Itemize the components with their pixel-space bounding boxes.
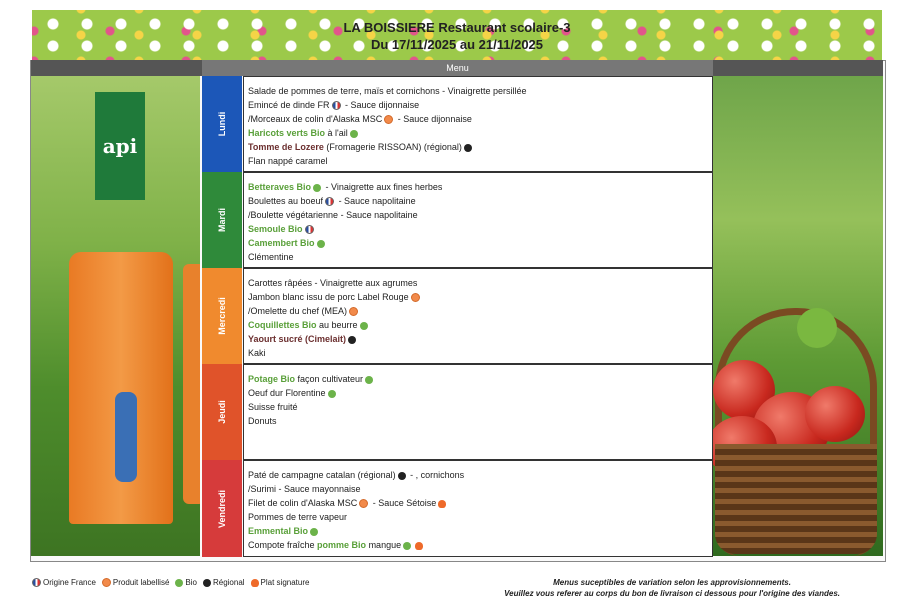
dish-name: Suisse fruité [248, 402, 298, 412]
menu-item [248, 332, 708, 346]
legend-label: Origine France [43, 578, 96, 587]
day-label-cell [202, 172, 242, 268]
dish-detail: - Sauce Sétoise [370, 498, 437, 508]
menu-item [248, 126, 708, 140]
dish-name: Betteraves Bio [248, 182, 312, 192]
dish-name: Jambon blanc issu de porc Label Rouge [248, 292, 409, 302]
dish-name: Salade de pommes de terre, maïs et cornichons - Vinaigrette persillée [248, 86, 527, 96]
dish-name: Camembert Bio [248, 238, 315, 248]
signature-icon [251, 579, 259, 587]
origine-france-icon [325, 197, 334, 206]
label-icon [349, 307, 358, 316]
menu-item [248, 208, 708, 222]
menu-item [248, 290, 708, 304]
menu-item [248, 510, 708, 524]
page-title [32, 19, 882, 53]
dish-detail: (Fromagerie RISSOAN) (régional) [323, 142, 462, 152]
regional-icon [398, 472, 406, 480]
day-row-lundi [202, 76, 713, 172]
bio-icon [365, 376, 373, 384]
dish-detail: façon cultivateur [295, 374, 364, 384]
day-label: Mardi [217, 207, 227, 233]
header-banner [32, 10, 882, 60]
day-menu-cell [243, 460, 713, 557]
dish-detail: mangue [366, 540, 402, 550]
day-row-mardi [202, 172, 713, 268]
menu-item [248, 524, 708, 538]
menu-item [248, 154, 708, 168]
dish-name: Kaki [248, 348, 266, 358]
menu-item [248, 496, 708, 510]
menu-item [248, 194, 708, 208]
menu-item [248, 400, 708, 414]
menu-item [248, 482, 708, 496]
regional-icon [203, 579, 211, 587]
day-menu-cell [243, 172, 713, 268]
bio-icon [317, 240, 325, 248]
menu-item [248, 250, 708, 264]
menu-item [248, 372, 708, 386]
dish-organic-part: pomme Bio [317, 540, 367, 550]
day-label-cell [202, 364, 242, 460]
dish-name: Tomme de Lozere [248, 142, 324, 152]
dish-name: Pommes de terre vapeur [248, 512, 348, 522]
dish-name: Clémentine [248, 252, 294, 262]
regional-icon [348, 336, 356, 344]
legend-label: Régional [212, 578, 245, 587]
day-label: Lundi [217, 111, 227, 137]
bio-icon [310, 528, 318, 536]
day-label: Vendredi [217, 489, 227, 528]
dish-name: Emmental Bio [248, 526, 309, 536]
notice-line1: Menus suceptibles de variation selon les approvisionnements. [553, 578, 791, 587]
dish-name: /Morceaux de colin d'Alaska MSC [248, 114, 383, 124]
legend [30, 578, 313, 587]
menu-item [248, 386, 708, 400]
label-icon [384, 115, 393, 124]
dish-name: Paté de campagne catalan (régional) [248, 470, 396, 480]
left-header-strip [31, 60, 202, 76]
menu-item [248, 180, 708, 194]
day-row-mercredi [202, 268, 713, 364]
day-label-cell [202, 460, 242, 557]
day-menu-cell [243, 76, 713, 172]
dish-name: /Omelette du chef (MEA) [248, 306, 348, 316]
menu-item [248, 318, 708, 332]
day-label: Jeudi [217, 400, 227, 424]
notice [504, 577, 840, 599]
label-icon [359, 499, 368, 508]
legend-label: Bio [185, 578, 197, 587]
legend-label: Plat signature [260, 578, 310, 587]
menu-item [248, 222, 708, 236]
day-menu-cell [243, 268, 713, 364]
basket-body [715, 444, 877, 554]
dish-detail: - Sauce dijonnaise [395, 114, 472, 124]
day-label-cell [202, 268, 242, 364]
dish-name: Coquillettes Bio [248, 320, 317, 330]
menu-item [248, 276, 708, 290]
dish-name: Oeuf dur Florentine [248, 388, 326, 398]
dish-name: Compote fraîche [248, 540, 318, 550]
regional-icon [464, 144, 472, 152]
legend-label: Produit labellisé [112, 578, 170, 587]
dish-detail: - Vinaigrette aux fines herbes [323, 182, 443, 192]
menu-item [248, 140, 708, 154]
bio-icon [350, 130, 358, 138]
gardener-figure [115, 392, 137, 482]
menu-item [248, 414, 708, 428]
apple [805, 386, 865, 442]
right-photo-apple-basket [713, 76, 883, 556]
dish-detail: au beurre [316, 320, 358, 330]
bio-icon [328, 390, 336, 398]
dish-detail: à l'ail [325, 128, 348, 138]
origine-france-icon [332, 101, 341, 110]
dish-name: Flan nappé caramel [248, 156, 328, 166]
title-restaurant: LA BOISSIERE Restaurant scolaire-3 [343, 20, 571, 35]
menu-item [248, 98, 708, 112]
notice-line2: Veuillez vous referer au corps du bon de livraison ci dessous pour l'origine des viandes. [504, 589, 840, 598]
label-icon [102, 578, 111, 587]
day-row-jeudi [202, 364, 713, 460]
day-row-vendredi [202, 460, 713, 557]
menu-column-header: Menu [202, 60, 713, 76]
dish-name: Yaourt sucré (Cimelait) [248, 334, 347, 344]
dish-name: Carottes râpées - Vinaigrette aux agrumes [248, 278, 418, 288]
right-header-strip [713, 60, 883, 76]
menu-item [248, 468, 708, 482]
dish-name: /Boulette végétarienne - Sauce napolitaine [248, 210, 418, 220]
dish-detail: - Sauce napolitaine [336, 196, 416, 206]
title-dates: Du 17/11/2025 au 21/11/2025 [370, 37, 544, 52]
label-icon [411, 293, 420, 302]
dish-name: Filet de colin d'Alaska MSC [248, 498, 358, 508]
dish-name: Boulettes au boeuf [248, 196, 324, 206]
dish-detail: - , cornichons [407, 470, 465, 480]
child-figure [797, 308, 837, 348]
api-logo: api [95, 92, 145, 200]
boot-illustration-back [183, 264, 200, 504]
menu-item [248, 346, 708, 360]
dish-name: Haricots verts Bio [248, 128, 326, 138]
left-photo-boot [31, 76, 200, 556]
bio-icon [313, 184, 321, 192]
dish-name: Donuts [248, 416, 277, 426]
bio-icon [360, 322, 368, 330]
signature-icon [415, 542, 423, 550]
menu-item [248, 538, 708, 552]
day-label-cell [202, 76, 242, 172]
dish-name: Emincé de dinde FR [248, 100, 330, 110]
menu-item [248, 84, 708, 98]
menu-item [248, 112, 708, 126]
day-label: Mercredi [217, 297, 227, 335]
day-menu-cell [243, 364, 713, 460]
dish-name: Potage Bio [248, 374, 296, 384]
menu-item [248, 304, 708, 318]
boot-illustration [69, 252, 173, 524]
dish-detail: - Sauce dijonnaise [342, 100, 420, 110]
origine-france-icon [305, 225, 314, 234]
origine-france-icon [32, 578, 41, 587]
dish-name: /Surimi - Sauce mayonnaise [248, 484, 361, 494]
dish-name: Semoule Bio [248, 224, 303, 234]
bio-icon [175, 579, 183, 587]
bio-icon [403, 542, 411, 550]
menu-item [248, 236, 708, 250]
signature-icon [438, 500, 446, 508]
